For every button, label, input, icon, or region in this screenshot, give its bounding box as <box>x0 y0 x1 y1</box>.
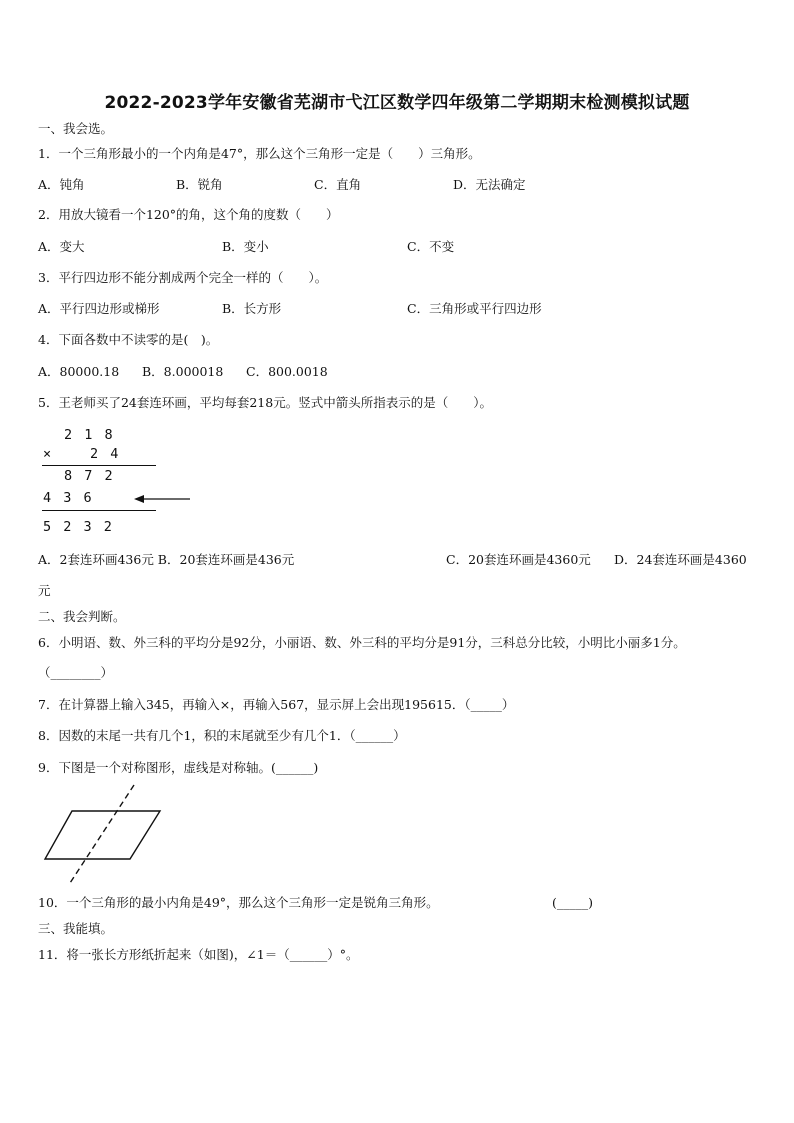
question-4-option-a: A．80000.18 <box>38 364 120 379</box>
question-5-option-d: D．24套连环画是4360 <box>614 552 747 567</box>
question-4-option-c: C．800.0018 <box>246 364 328 379</box>
question-3-stem: 3．平行四边形不能分割成两个完全一样的（ ）。 <box>38 270 328 285</box>
section-heading-judge: 二、我会判断。 <box>38 609 126 624</box>
question-7-stem: 7．在计算器上输入345，再输入×，再输入567，显示屏上会出现195615．（_____） <box>38 697 515 712</box>
calc-row-partial-2: 4 3 6 <box>43 490 94 506</box>
calc-rule-2 <box>42 510 156 511</box>
section-heading-fill: 三、我能填。 <box>38 921 114 936</box>
question-1-stem: 1．一个三角形最小的一个内角是47°，那么这个三角形一定是（ ）三角形。 <box>38 146 481 161</box>
question-5-option-d-wrap: 元 <box>38 583 51 598</box>
question-3-option-c: C．三角形或平行四边形 <box>407 301 542 316</box>
question-1-option-d: D．无法确定 <box>453 177 526 192</box>
question-11-stem: 11．将一张长方形纸折起来（如图)，∠1＝（______）°。 <box>38 947 359 962</box>
question-2-option-b: B．变小 <box>222 239 269 254</box>
section-heading-choice: 一、我会选。 <box>38 121 114 136</box>
question-5-option-c: C．20套连环画是4360元 <box>446 552 591 567</box>
question-9-stem: 9．下图是一个对称图形，虚线是对称轴。(______) <box>38 760 319 775</box>
calc-times-sign: × <box>43 446 54 462</box>
question-4-option-b: B．8.000018 <box>142 364 224 379</box>
question-5-stem: 5．王老师买了24套连环画，平均每套218元。竖式中箭头所指表示的是（ ）。 <box>38 395 492 410</box>
question-3-option-b: B．长方形 <box>222 301 282 316</box>
calc-row-multiplier: 2 4 <box>90 446 121 462</box>
calc-row-multiplicand: 2 1 8 <box>64 427 115 443</box>
question-3-option-a: A．平行四边形或梯形 <box>38 301 160 316</box>
question-2-option-c: C．不变 <box>407 239 455 254</box>
question-6-stem: 6．小明语、数、外三科的平均分是92分，小丽语、数、外三科的平均分是91分，三科总分比较，小明比小丽多1分。 <box>38 635 686 650</box>
calc-rule-1 <box>42 465 156 466</box>
exam-title: 2022-2023学年安徽省芜湖市弋江区数学四年级第二学期期末检测模拟试题 <box>104 93 690 113</box>
question-10-stem: 10．一个三角形的最小内角是49°，那么这个三角形一定是锐角三角形。 <box>38 895 439 910</box>
question-1-option-a: A．钝角 <box>38 177 85 192</box>
question-4-stem: 4．下面各数中不读零的是( )。 <box>38 332 219 347</box>
question-1-option-b: B．锐角 <box>176 177 223 192</box>
question-8-stem: 8．因数的末尾一共有几个1，积的末尾就至少有几个1．（______） <box>38 728 406 743</box>
question-2-stem: 2．用放大镜看一个120°的角，这个角的度数（ ） <box>38 207 339 222</box>
question-2-option-a: A．变大 <box>38 239 85 254</box>
calc-row-product: 5 2 3 2 <box>43 519 114 535</box>
question-6-answer-blank[interactable]: （________） <box>38 665 114 680</box>
question-10-answer-blank[interactable]: (_____) <box>552 895 594 910</box>
parallelogram-figure <box>40 785 200 885</box>
question-5-option-ab: A．2套连环画436元 B．20套连环画是436元 <box>38 552 295 567</box>
arrow-left-icon <box>134 493 194 505</box>
calc-row-partial-1: 8 7 2 <box>64 468 115 484</box>
question-1-option-c: C．直角 <box>314 177 362 192</box>
